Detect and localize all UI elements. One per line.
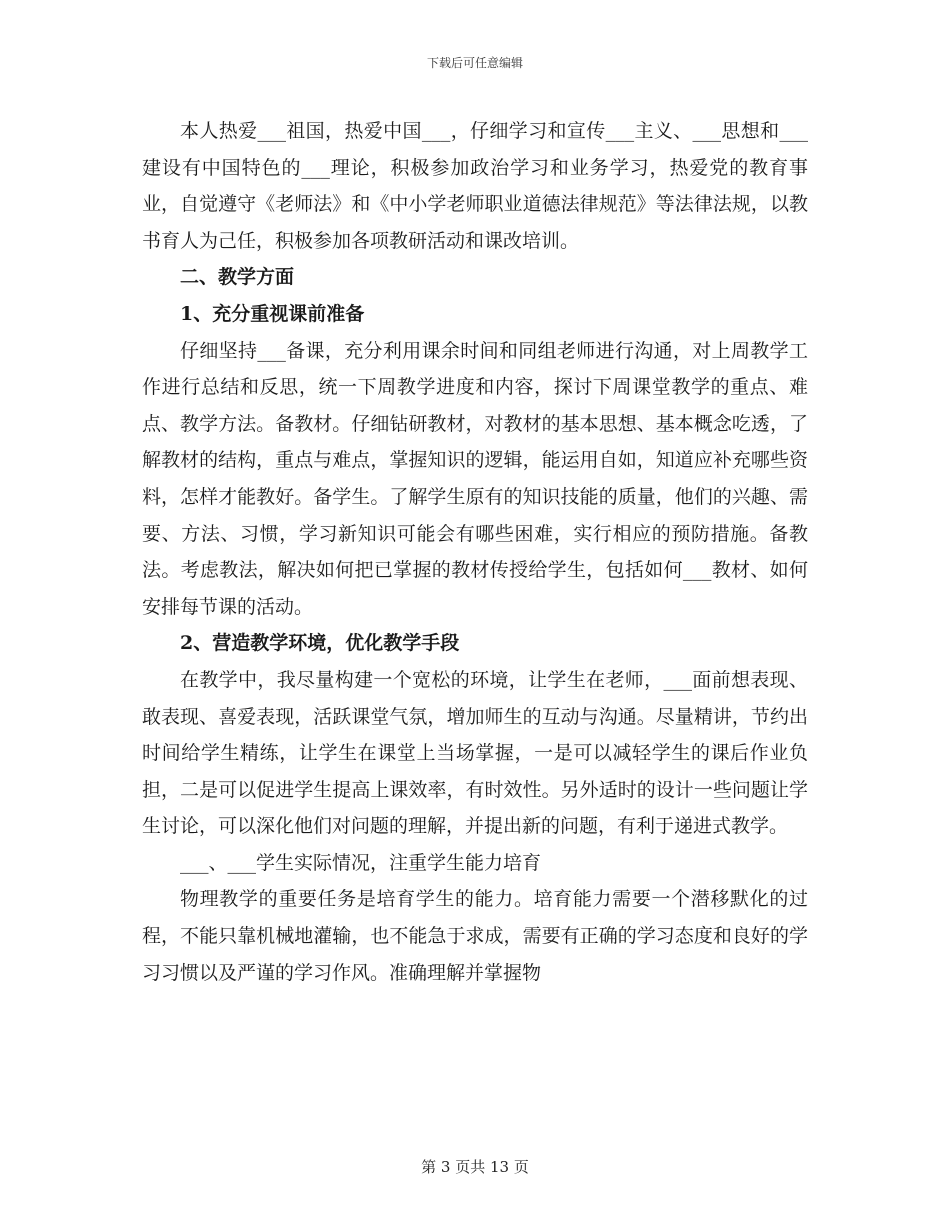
subheading-lesson-prep: 1、充分重视课前准备 xyxy=(180,302,365,325)
subheading-ability: ___、___学生实际情况，注重学生能力培育 xyxy=(180,851,542,874)
page-header: 下载后可任意编辑 xyxy=(426,56,523,70)
paragraph-lesson-prep: 仔细坚持___备课，充分利用课余时间和同组老师进行沟通，对上周教学工作进行总结和反思，统一下周教学进度和内容，探讨下周课堂教学的重点、难点、教学方法。备教材。仔细钻研教材，对教材的基本思想、基本概念吃透，了解教材的结构，重点与难点，掌握知识的逻辑，能运用自如，知道应补充哪些资料，怎样才能教好。备学生。了解学生原有的知识技能的质量，他们的兴趣、需要、方法、习惯，学习新知识可能会有哪些困难，实行相应的预防措施。备教法。考虑教法，解决如何把已掌握的教材传授给学生，包括如何___教材、如何安排每节课的活动。 xyxy=(142,339,808,618)
paragraph-ability: 物理教学的重要任务是培育学生的能力。培育能力需要一个潜移默化的过程，不能只靠机械地灌输，也不能急于求成，需要有正确的学习态度和良好的学习习惯以及严谨的学习作风。准确理解并掌握物 xyxy=(142,888,808,984)
page-footer: 第 3 页共 13 页 xyxy=(421,1158,529,1176)
document-body xyxy=(142,113,808,991)
paragraph-political: 本人热爱___祖国，热爱中国___，仔细学习和宣传___主义、___思想和___建设有中国特色的___理论，积极参加政治学习和业务学习，热爱党的教育事业，自觉遵守《老师法》和《中小学老师职业道德法律规范》等法律法规，以教书育人为己任，积极参加各项教研活动和课改培训。 xyxy=(142,120,808,252)
paragraph-environment: 在教学中，我尽量构建一个宽松的环境，让学生在老师，___面前想表现、敢表现、喜爱表现，活跃课堂气氛，增加师生的互动与沟通。尽量精讲，节约出时间给学生精练，让学生在课堂上当场掌握，一是可以减轻学生的课后作业负担，二是可以促进学生提高上课效率，有时效性。另外适时的设计一些问题让学生讨论，可以深化他们对问题的理解，并提出新的问题，有利于递进式教学。 xyxy=(142,668,808,838)
section-heading-teaching: 二、教学方面 xyxy=(180,266,295,289)
subheading-environment: 2、营造教学环境，优化教学手段 xyxy=(180,632,460,655)
